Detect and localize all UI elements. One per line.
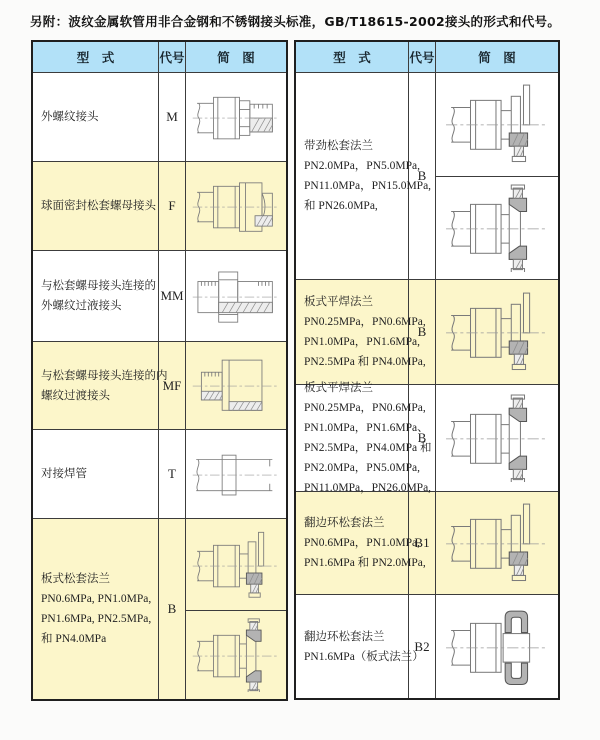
fitting-code-cell: MM	[159, 251, 186, 341]
fitting-type-line: 外螺纹接头	[41, 111, 99, 123]
doc-title: 另附：波纹金属软管用非合金钢和不锈钢接头标准，GB/T18615-2002接头的形式和代号。	[30, 14, 561, 29]
header-code: 代号	[159, 42, 186, 72]
fitting-type-line: 带劲松套法兰	[304, 140, 373, 152]
tables-container	[31, 40, 560, 701]
diagram-subcell	[186, 251, 286, 341]
table-row	[33, 73, 286, 161]
table-row	[33, 161, 286, 250]
header-diagram: 简 图	[217, 50, 255, 65]
diagram-cell	[186, 73, 286, 161]
diagram-fitting-stepped	[191, 348, 281, 422]
table-row	[33, 250, 286, 341]
fitting-code-cell: T	[159, 430, 186, 518]
fitting-type-line: PN2.5MPa 和 PN4.0MPa,	[304, 356, 426, 368]
table-row	[296, 73, 558, 279]
fitting-type-cell	[296, 382, 432, 494]
header-row	[296, 42, 558, 73]
diagram-flange-lap	[191, 528, 281, 602]
fitting-type-line: PN1.0MPa，PN1.6MPa,	[304, 336, 420, 348]
fitting-type-cell	[33, 73, 159, 161]
fitting-type-line: PN1.6MPa, PN2.5MPa,	[41, 613, 152, 625]
fitting-type-line: 板式平焊法兰	[304, 296, 373, 308]
diagram-cell	[186, 342, 286, 429]
fitting-type-line: 对接焊管	[41, 468, 87, 480]
fitting-type-line: 板式平焊法兰	[304, 382, 373, 394]
fitting-type-line: 外螺纹过液接头	[41, 300, 122, 312]
fitting-type-cell	[33, 162, 159, 250]
diagram-subcell	[186, 73, 286, 161]
left-rows	[33, 73, 286, 699]
fitting-type-line: PN11.0MPa，PN15.0MPa,	[304, 180, 432, 192]
diagram-pipe-butt-weld	[191, 437, 281, 511]
table-row	[33, 429, 286, 518]
fitting-type-cell	[296, 280, 426, 384]
fitting-type-line: 翻边环松套法兰	[304, 517, 385, 529]
table-row	[33, 341, 286, 429]
diagram-cell	[436, 73, 558, 279]
diagram-subcell	[436, 385, 558, 491]
diagram-flange-lap	[444, 499, 550, 587]
diagram-cell	[436, 280, 558, 384]
header-type: 型 式	[296, 42, 409, 72]
fitting-type-cell	[33, 251, 159, 341]
fitting-type-line: 螺纹过渡接头	[41, 389, 110, 402]
fitting-type-line: PN1.6MPa（板式法兰）	[304, 650, 424, 663]
right-table	[294, 40, 560, 700]
fitting-type-line: PN0.6MPa, PN1.0MPa,	[41, 593, 152, 605]
diagram-cell	[186, 162, 286, 250]
diagram-subcell	[436, 280, 558, 384]
header-type: 型 式	[33, 42, 159, 72]
fitting-type-cell	[33, 342, 168, 429]
diagram-subcell	[436, 176, 558, 280]
diagram-subcell	[186, 430, 286, 518]
diagram-cell	[186, 430, 286, 518]
fitting-code-cell: F	[159, 162, 186, 250]
right-rows	[296, 73, 558, 698]
fitting-code-cell: M	[159, 73, 186, 161]
fitting-code-cell: B	[409, 73, 436, 279]
header-code: 代号	[409, 42, 436, 72]
diagram-flange-ring	[444, 603, 550, 691]
table-row	[33, 518, 286, 699]
fitting-type-line: PN2.0MPa，PN5.0MPa,	[304, 462, 420, 474]
fitting-type-line: 和 PN4.0MPa	[41, 633, 107, 645]
fitting-code-cell: MF	[159, 342, 186, 429]
fitting-type-line: 翻边环松套法兰	[304, 630, 385, 643]
diagram-subcell	[436, 595, 558, 698]
left-table	[31, 40, 288, 701]
fitting-code-cell: B1	[409, 492, 436, 594]
fitting-code-cell: B2	[409, 595, 436, 698]
diagram-flange-lap	[444, 288, 550, 376]
diagram-fitting-double-male	[191, 259, 281, 333]
diagram-subcell	[186, 519, 286, 610]
diagram-subcell	[436, 492, 558, 594]
fitting-type-line: 与松套螺母接头连接的	[41, 280, 156, 292]
fitting-type-line: PN2.0MPa，PN5.0MPa,	[304, 160, 420, 172]
fitting-type-line: PN0.6MPa，PN1.0MPa,	[304, 537, 420, 549]
diagram-fitting-male-thread	[191, 80, 281, 154]
diagram-flange-collar	[191, 618, 281, 692]
fitting-type-line: 与松套螺母接头连接的内	[41, 369, 168, 382]
diagram-subcell	[186, 342, 286, 429]
diagram-cell	[436, 385, 558, 491]
diagram-fitting-swivel-nut	[191, 169, 281, 243]
diagram-subcell	[186, 610, 286, 699]
fitting-type-line: PN0.25MPa，PN0.6MPa,	[304, 316, 426, 328]
fitting-type-line: PN1.0MPa，PN1.6MPa、	[304, 422, 429, 434]
header-diagram: 简 图	[478, 50, 516, 65]
diagram-flange-lap	[444, 80, 550, 168]
header-row	[33, 42, 286, 73]
diagram-cell	[436, 492, 558, 594]
fitting-type-line: 和 PN26.0MPa,	[304, 200, 378, 212]
diagram-subcell	[186, 162, 286, 250]
table-row	[296, 594, 558, 698]
fitting-type-line: 板式松套法兰	[41, 573, 110, 585]
fitting-type-line: PN0.25MPa，PN0.6MPa,	[304, 402, 426, 414]
fitting-type-line: PN11.0MPa，PN26.0MPa,	[304, 482, 432, 494]
diagram-cell	[436, 595, 558, 698]
diagram-flange-collar	[444, 394, 550, 482]
fitting-code-cell: B	[159, 519, 186, 699]
diagram-cell	[186, 251, 286, 341]
fitting-type-line: 球面密封松套螺母接头	[41, 200, 156, 212]
fitting-type-cell	[296, 73, 432, 279]
fitting-type-cell	[33, 430, 159, 518]
diagram-flange-collar	[444, 184, 550, 272]
fitting-type-line: PN2.5MPa，PN4.0MPa 和	[304, 442, 432, 454]
table-row	[296, 491, 558, 594]
fitting-code-cell: B	[409, 280, 436, 384]
diagram-cell	[186, 519, 286, 699]
table-row	[296, 382, 558, 494]
fitting-code-cell: B	[409, 385, 436, 491]
fitting-type-cell	[33, 519, 159, 699]
diagram-subcell	[436, 73, 558, 176]
table-row	[296, 279, 558, 384]
fitting-type-line: PN1.6MPa 和 PN2.0MPa,	[304, 557, 426, 569]
